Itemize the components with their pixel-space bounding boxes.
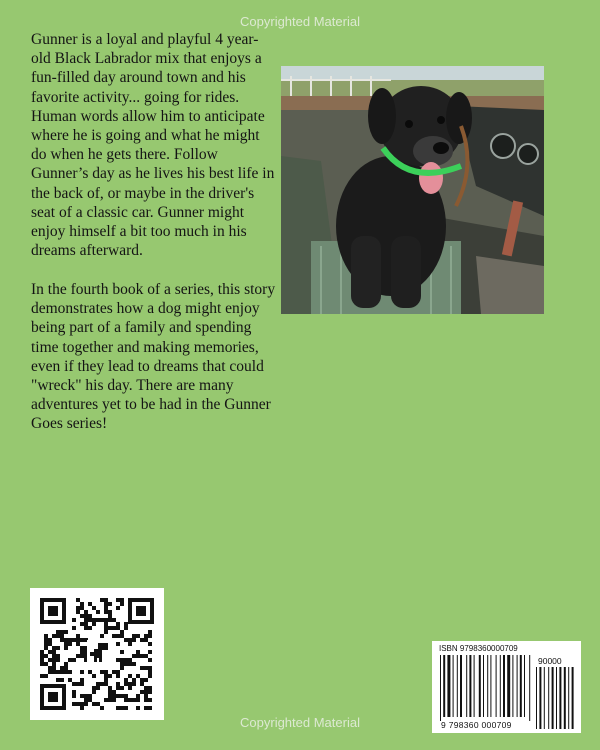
qr-module xyxy=(76,682,80,686)
qr-module xyxy=(116,626,120,630)
qr-module xyxy=(136,694,140,698)
qr-module xyxy=(120,662,124,666)
qr-module xyxy=(40,662,44,666)
qr-module xyxy=(120,694,124,698)
qr-module xyxy=(148,698,152,702)
qr-module xyxy=(64,662,68,666)
qr-module xyxy=(92,702,96,706)
qr-module xyxy=(80,622,84,626)
qr-module xyxy=(116,642,120,646)
qr-module xyxy=(48,642,52,646)
barcode-bar xyxy=(474,655,475,717)
barcode-bar xyxy=(469,655,471,717)
qr-module xyxy=(48,666,52,670)
qr-module xyxy=(52,658,56,662)
qr-module xyxy=(140,654,144,658)
qr-module xyxy=(128,662,132,666)
qr-finder-top-left xyxy=(40,598,66,624)
qr-module xyxy=(44,642,48,646)
qr-module xyxy=(72,638,76,642)
qr-module xyxy=(84,626,88,630)
qr-module xyxy=(144,706,148,710)
qr-module xyxy=(56,670,60,674)
isbn-label: ISBN 9798360000709 xyxy=(439,644,518,653)
qr-module xyxy=(104,630,108,634)
qr-module xyxy=(144,686,148,690)
qr-module xyxy=(148,666,152,670)
qr-module xyxy=(148,630,152,634)
qr-module xyxy=(44,674,48,678)
qr-module xyxy=(72,658,76,662)
barcode-bar xyxy=(483,655,484,717)
qr-module xyxy=(124,662,128,666)
qr-module xyxy=(112,618,116,622)
qr-module xyxy=(120,706,124,710)
qr-module xyxy=(44,634,48,638)
qr-module xyxy=(88,614,92,618)
qr-module xyxy=(140,690,144,694)
qr-module xyxy=(128,674,132,678)
qr-module xyxy=(112,694,116,698)
qr-module xyxy=(148,670,152,674)
barcode-bar xyxy=(457,655,458,717)
qr-module xyxy=(120,686,124,690)
qr-module xyxy=(144,698,148,702)
barcode-bar xyxy=(529,655,530,721)
qr-module xyxy=(48,670,52,674)
qr-module xyxy=(144,634,148,638)
qr-module xyxy=(112,690,116,694)
qr-module xyxy=(136,674,140,678)
qr-module xyxy=(116,598,120,602)
qr-module xyxy=(112,698,116,702)
qr-module xyxy=(84,610,88,614)
qr-module xyxy=(64,642,68,646)
qr-finder-top-right xyxy=(128,598,154,624)
qr-module xyxy=(76,642,80,646)
qr-module xyxy=(68,678,72,682)
qr-module xyxy=(48,638,52,642)
qr-module xyxy=(76,606,80,610)
qr-module xyxy=(84,702,88,706)
qr-module xyxy=(124,682,128,686)
barcode-bar xyxy=(500,655,501,717)
qr-module xyxy=(96,682,100,686)
qr-module xyxy=(108,610,112,614)
qr-module xyxy=(88,618,92,622)
qr-module xyxy=(140,678,144,682)
qr-module xyxy=(124,694,128,698)
qr-module xyxy=(136,698,140,702)
qr-module xyxy=(148,674,152,678)
qr-module xyxy=(40,650,44,654)
qr-module xyxy=(136,634,140,638)
qr-module xyxy=(72,694,76,698)
qr-module xyxy=(56,634,60,638)
qr-module xyxy=(108,690,112,694)
barcode-bar xyxy=(512,655,513,717)
barcode-bar xyxy=(479,655,481,717)
qr-module xyxy=(100,618,104,622)
qr-module xyxy=(100,706,104,710)
qr-finder-bottom-left xyxy=(40,684,66,710)
price-code: 90000 xyxy=(538,656,562,666)
qr-module xyxy=(84,694,88,698)
qr-module xyxy=(144,690,148,694)
qr-module xyxy=(56,646,60,650)
qr-module xyxy=(60,638,64,642)
qr-module xyxy=(128,682,132,686)
barcode-bar xyxy=(487,655,488,717)
barcode-bar xyxy=(517,655,518,717)
qr-module xyxy=(76,634,80,638)
qr-module xyxy=(148,686,152,690)
watermark-top: Copyrighted Material xyxy=(240,14,360,29)
qr-module xyxy=(88,698,92,702)
watermark-bottom: Copyrighted Material xyxy=(240,715,360,730)
qr-module xyxy=(124,706,128,710)
qr-module xyxy=(88,670,92,674)
qr-module xyxy=(68,658,72,662)
qr-module xyxy=(76,598,80,602)
qr-module xyxy=(84,614,88,618)
qr-module xyxy=(140,682,144,686)
qr-module xyxy=(112,634,116,638)
qr-module xyxy=(80,606,84,610)
qr-module xyxy=(128,638,132,642)
qr-module xyxy=(128,642,132,646)
qr-module xyxy=(124,622,128,626)
qr-module xyxy=(80,706,84,710)
qr-module xyxy=(40,654,44,658)
ean-digits: 9 798360 000709 xyxy=(441,720,512,730)
qr-module xyxy=(80,682,84,686)
qr-module xyxy=(108,686,112,690)
qr-code[interactable] xyxy=(30,588,164,720)
qr-module xyxy=(56,658,60,662)
qr-module xyxy=(52,634,56,638)
qr-module xyxy=(148,706,152,710)
qr-module xyxy=(132,682,136,686)
blurb-paragraph-1: Gunner is a loyal and playful 4 year-old Black Labrador mix that enjoys a fun-filled day around town and his favorite activity... going for rides. Human words allow him to anticipate where he is going and what he might do when he gets there. Follow Gunner’s day as he lives his best life in the back of, or maybe in the driver's seat of a classic car. Gunner might enjoy himself a bit too much in his dreams afterward. xyxy=(31,31,275,260)
qr-module xyxy=(92,618,96,622)
qr-module xyxy=(128,658,132,662)
qr-module xyxy=(52,670,56,674)
qr-module xyxy=(148,642,152,646)
dog-photo xyxy=(281,66,544,314)
qr-module xyxy=(100,634,104,638)
qr-module xyxy=(132,634,136,638)
qr-module xyxy=(68,670,72,674)
qr-module xyxy=(104,626,108,630)
qr-module xyxy=(112,670,116,674)
qr-module xyxy=(44,638,48,642)
qr-module xyxy=(148,650,152,654)
qr-module xyxy=(120,650,124,654)
qr-module xyxy=(144,678,148,682)
qr-module xyxy=(104,598,108,602)
qr-module xyxy=(124,638,128,642)
qr-module xyxy=(116,658,120,662)
qr-module xyxy=(132,638,136,642)
qr-module xyxy=(56,654,60,658)
qr-module xyxy=(96,610,100,614)
dinosaur-icon xyxy=(87,640,111,664)
qr-module xyxy=(88,626,92,630)
qr-module xyxy=(60,630,64,634)
qr-module xyxy=(124,698,128,702)
qr-module xyxy=(56,630,60,634)
qr-module xyxy=(40,674,44,678)
qr-module xyxy=(80,694,84,698)
qr-module xyxy=(116,694,120,698)
qr-module xyxy=(76,610,80,614)
qr-module xyxy=(116,686,120,690)
qr-module xyxy=(108,698,112,702)
qr-module xyxy=(104,678,108,682)
qr-module xyxy=(120,598,124,602)
qr-module xyxy=(72,626,76,630)
qr-module xyxy=(108,674,112,678)
qr-module xyxy=(116,634,120,638)
qr-module xyxy=(80,670,84,674)
qr-module xyxy=(132,662,136,666)
qr-module xyxy=(104,602,108,606)
barcode-bar xyxy=(503,655,505,717)
qr-module xyxy=(80,678,84,682)
qr-module xyxy=(96,702,100,706)
qr-module xyxy=(52,646,56,650)
qr-module xyxy=(100,598,104,602)
qr-module xyxy=(104,670,108,674)
qr-module xyxy=(64,670,68,674)
qr-module xyxy=(60,666,64,670)
qr-module xyxy=(104,610,108,614)
qr-module xyxy=(80,650,84,654)
qr-module xyxy=(120,602,124,606)
qr-module xyxy=(80,602,84,606)
qr-module xyxy=(128,686,132,690)
qr-module xyxy=(100,682,104,686)
qr-module xyxy=(84,622,88,626)
qr-module xyxy=(76,702,80,706)
qr-module xyxy=(44,646,48,650)
qr-module xyxy=(136,650,140,654)
qr-module xyxy=(80,638,84,642)
qr-module xyxy=(120,658,124,662)
qr-module xyxy=(100,670,104,674)
qr-module xyxy=(108,626,112,630)
qr-module xyxy=(80,614,84,618)
qr-module xyxy=(116,606,120,610)
qr-module xyxy=(60,670,64,674)
qr-module xyxy=(80,702,84,706)
qr-module xyxy=(80,654,84,658)
qr-module xyxy=(72,702,76,706)
qr-module xyxy=(144,694,148,698)
qr-module xyxy=(64,666,68,670)
qr-module xyxy=(52,650,56,654)
qr-module xyxy=(116,622,120,626)
qr-module xyxy=(56,678,60,682)
qr-module xyxy=(136,706,140,710)
qr-module xyxy=(80,646,84,650)
barcode-bar xyxy=(447,655,450,717)
qr-module xyxy=(124,658,128,662)
qr-module xyxy=(60,634,64,638)
qr-module xyxy=(108,694,112,698)
qr-module xyxy=(148,690,152,694)
barcode-bar xyxy=(453,655,454,717)
qr-module xyxy=(124,626,128,630)
qr-module xyxy=(64,630,68,634)
barcode-bar xyxy=(520,655,522,717)
qr-module xyxy=(40,658,44,662)
qr-module xyxy=(48,658,52,662)
qr-module xyxy=(108,602,112,606)
qr-module xyxy=(112,626,116,630)
qr-module xyxy=(128,698,132,702)
qr-module xyxy=(132,698,136,702)
barcode-bar xyxy=(496,655,497,717)
qr-module xyxy=(108,614,112,618)
qr-module xyxy=(120,666,124,670)
barcode-bar xyxy=(443,655,445,717)
qr-module xyxy=(64,646,68,650)
qr-module xyxy=(92,690,96,694)
qr-module xyxy=(140,666,144,670)
qr-module xyxy=(124,678,128,682)
qr-module xyxy=(48,650,52,654)
qr-module xyxy=(104,682,108,686)
qr-module xyxy=(104,698,108,702)
qr-module xyxy=(116,682,120,686)
qr-module xyxy=(96,618,100,622)
qr-module xyxy=(140,638,144,642)
qr-module xyxy=(92,674,96,678)
qr-module xyxy=(72,690,76,694)
qr-module xyxy=(92,622,96,626)
qr-module xyxy=(92,606,96,610)
qr-module xyxy=(92,686,96,690)
qr-module xyxy=(44,654,48,658)
qr-module xyxy=(52,662,56,666)
blurb-paragraph-2: In the fourth book of a series, this story demonstrates how a dog might enjoy being part of a family and spending time together and making memories, even if they lead to dreams that could "wreck" his day. There are many adventures yet to be had in the Gunner Goes series! xyxy=(31,281,276,433)
qr-module xyxy=(84,698,88,702)
barcode-bar xyxy=(524,655,525,717)
barcode-bar xyxy=(507,655,510,717)
qr-module xyxy=(44,662,48,666)
qr-module xyxy=(132,654,136,658)
qr-module xyxy=(76,654,80,658)
barcode-bar xyxy=(466,655,467,717)
qr-module xyxy=(144,666,148,670)
qr-module xyxy=(76,638,80,642)
qr-module xyxy=(88,694,92,698)
qr-module xyxy=(60,678,64,682)
qr-module xyxy=(148,658,152,662)
qr-module xyxy=(64,638,68,642)
qr-module xyxy=(68,642,72,646)
qr-module xyxy=(72,618,76,622)
barcode-bar xyxy=(460,655,462,717)
qr-module xyxy=(96,686,100,690)
qr-module xyxy=(52,666,56,670)
qr-module xyxy=(68,638,72,642)
qr-module xyxy=(136,654,140,658)
qr-module xyxy=(72,682,76,686)
qr-module xyxy=(116,674,120,678)
qr-module xyxy=(108,618,112,622)
qr-module xyxy=(120,630,124,634)
qr-module xyxy=(132,678,136,682)
barcode-bar xyxy=(490,655,491,717)
qr-module xyxy=(116,706,120,710)
qr-module xyxy=(88,602,92,606)
qr-module xyxy=(148,634,152,638)
qr-module xyxy=(144,654,148,658)
qr-module xyxy=(120,634,124,638)
qr-module xyxy=(84,618,88,622)
qr-module xyxy=(116,670,120,674)
qr-module xyxy=(52,654,56,658)
qr-module xyxy=(104,606,108,610)
qr-module xyxy=(144,638,148,642)
qr-module xyxy=(104,622,108,626)
qr-module xyxy=(104,618,108,622)
qr-module xyxy=(104,674,108,678)
barcode-bar xyxy=(440,655,441,721)
